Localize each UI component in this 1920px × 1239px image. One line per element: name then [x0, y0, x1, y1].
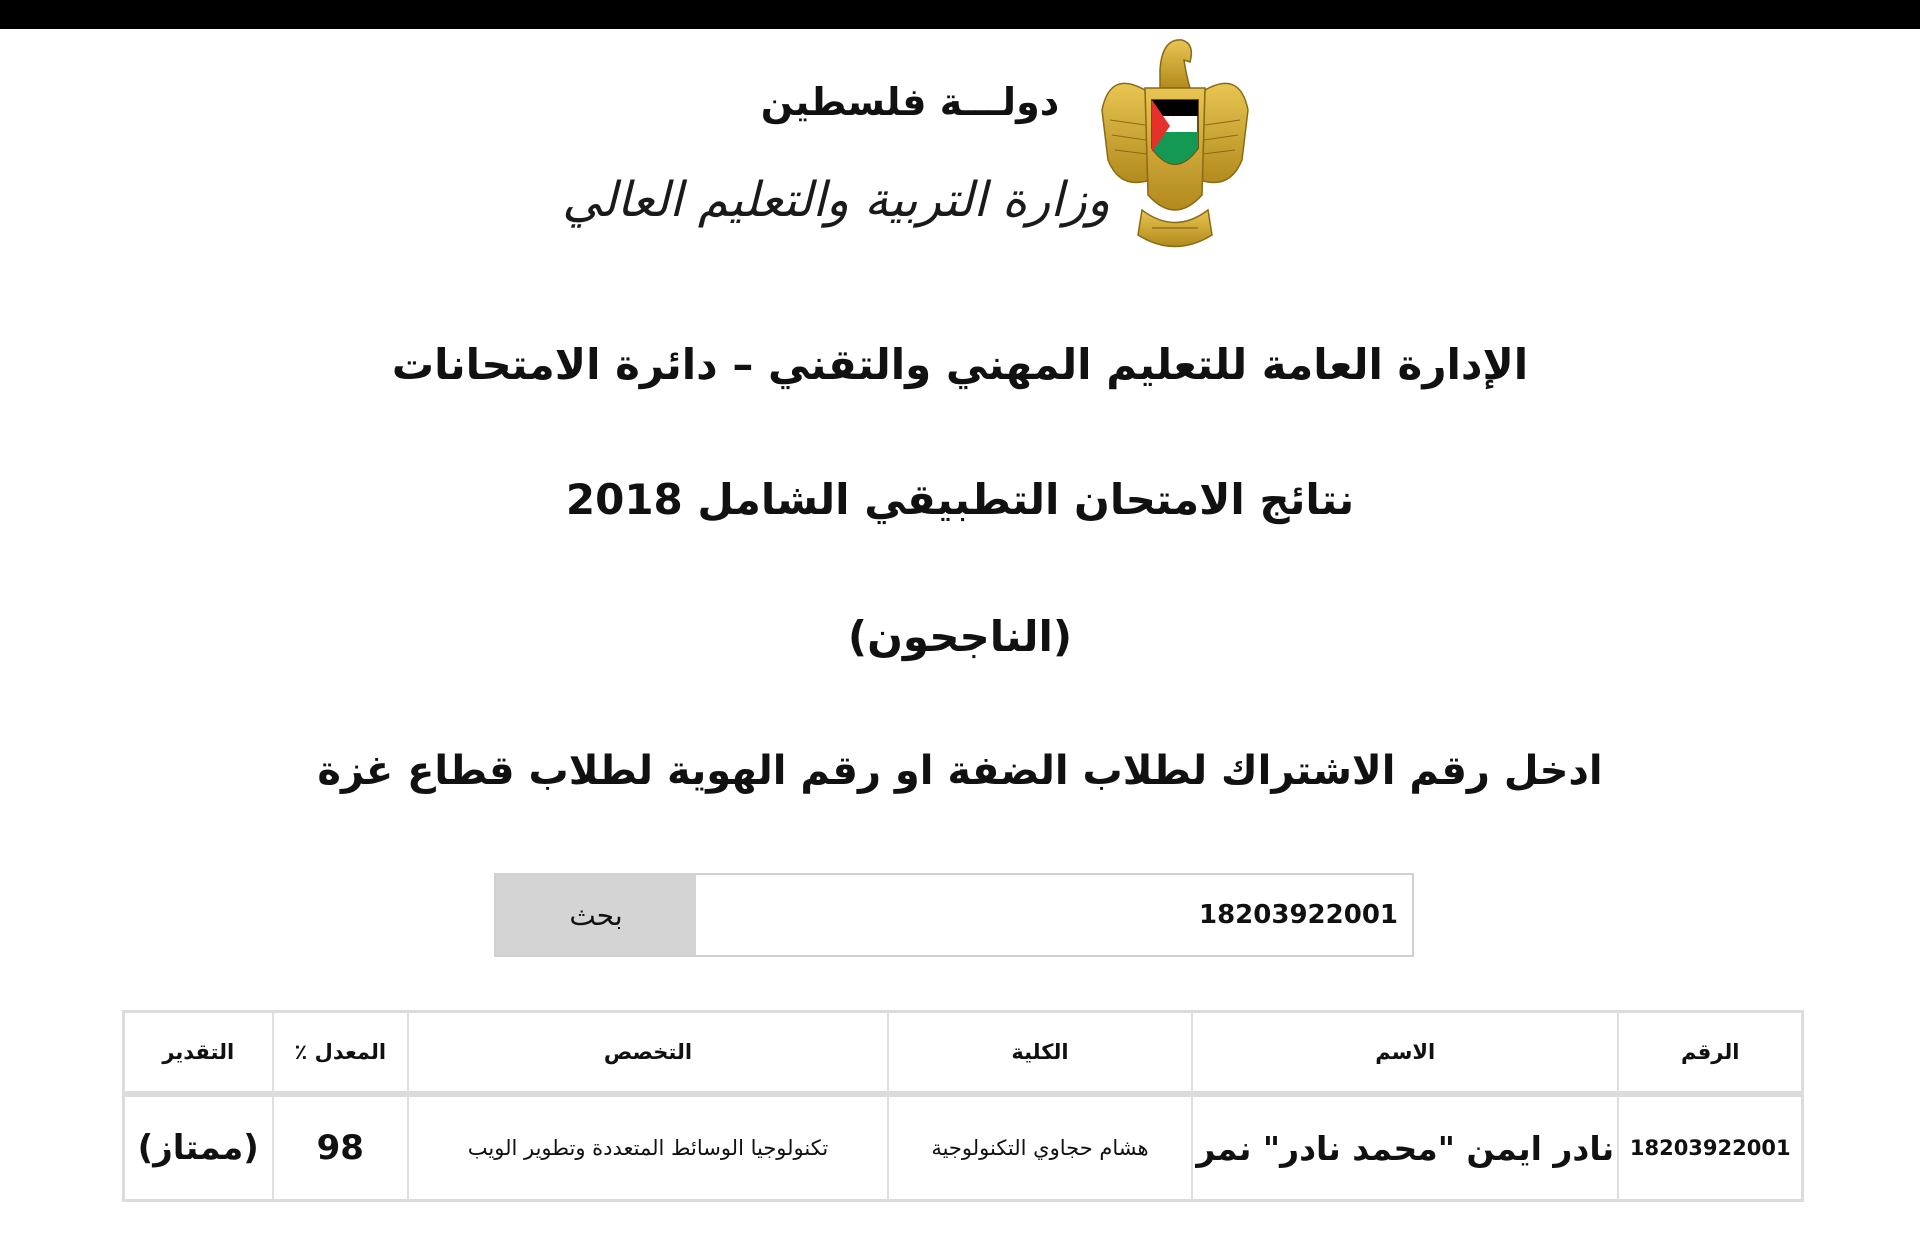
cell-average: 98	[273, 1094, 409, 1201]
header-average: المعدل ٪	[273, 1012, 409, 1095]
search-input[interactable]	[696, 875, 1412, 955]
header-name: الاسم	[1192, 1012, 1618, 1095]
cell-name: نادر ايمن "محمد نادر" نمر	[1192, 1094, 1618, 1201]
cell-specialization: تكنولوجيا الوسائط المتعددة وتطوير الويب	[408, 1094, 888, 1201]
cell-grade: (ممتاز)	[124, 1094, 273, 1201]
table-header-row	[124, 1012, 1803, 1095]
results-table	[122, 1010, 1804, 1202]
state-name: دولـــة فلسطين	[760, 80, 1060, 124]
search-instruction: ادخل رقم الاشتراك لطلاب الضفة او رقم الهوية لطلاب قطاع غزة	[317, 748, 1603, 794]
header-grade: التقدير	[124, 1012, 273, 1095]
cell-number: 18203922001	[1618, 1094, 1802, 1201]
search-button[interactable]: بحث	[496, 875, 696, 955]
department-title: الإدارة العامة للتعليم المهني والتقني – دائرة الامتحانات	[391, 340, 1529, 389]
ministry-name: وزارة التربية والتعليم العالي	[562, 172, 1110, 228]
palestine-eagle-emblem-icon	[1090, 30, 1260, 270]
status-title: (الناجحون)	[847, 612, 1073, 661]
table-row	[124, 1094, 1803, 1201]
top-bar	[0, 0, 1920, 29]
exam-title: نتائج الامتحان التطبيقي الشامل 2018	[565, 475, 1355, 524]
search-form	[494, 873, 1414, 957]
header-specialization: التخصص	[408, 1012, 888, 1095]
header-college: الكلية	[888, 1012, 1192, 1095]
ministry-header	[562, 30, 1260, 270]
cell-college: هشام حجاوي التكنولوجية	[888, 1094, 1192, 1201]
header-number: الرقم	[1618, 1012, 1802, 1095]
